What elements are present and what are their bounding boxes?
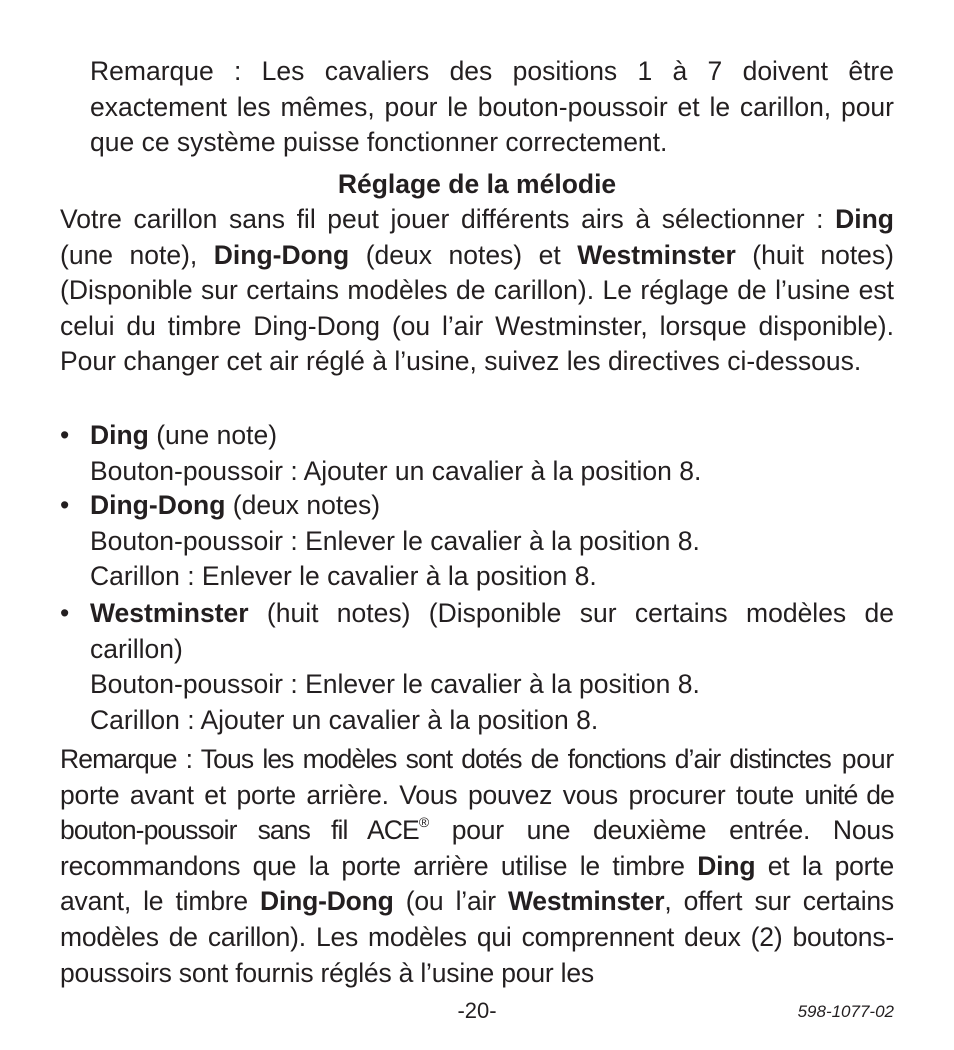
document-code: 598-1077-02 (797, 1002, 894, 1021)
note2-text-a: pour porte avant et porte arrière. Vous pouvez vous procurer toute (60, 744, 894, 810)
bullet-icon: • (60, 598, 70, 628)
note2-line1: Remarque : Tous les modèles sont dotés de fonctions d’air distinctes (60, 744, 831, 774)
intro-westminster: Westminster (577, 239, 736, 270)
registered-mark: ® (418, 814, 429, 831)
intro-paragraph (60, 202, 894, 380)
note2-ding: Ding (697, 850, 756, 881)
note2-dingdong: Ding-Dong (260, 886, 394, 917)
note2-westminster: Westminster (507, 886, 665, 917)
item-name: Westminster (90, 598, 249, 628)
item-instruction: Carillon : Ajouter un cavalier à la position 8. (90, 704, 599, 735)
bullet-icon: • (60, 420, 70, 450)
note2-text-b: pour une deuxième entrée. Nous recommandons que la porte arrière utilise le timbre (60, 815, 894, 881)
note2-text-e: , offert sur certains modèles de carillon). Les modèles qui comprennent deux (2) boutons-poussoirs sont fournis réglés à l’usine pour les (60, 886, 894, 988)
intro-text-d: (huit notes) (Disponible sur certains modèles de carillon). Le réglage de l’usine est celui du timbre Ding-Dong (ou l’air Westminster, lorsque disponible). Pour changer cet air réglé à l’usine, suivez les directives ci-dessous. (60, 239, 894, 377)
list-item-westminster (90, 596, 894, 738)
item-instruction: Bouton-poussoir : Ajouter un cavalier à la position 8. (90, 455, 702, 486)
list-item-ding (90, 418, 894, 489)
item-name: Ding (90, 420, 149, 450)
item-desc: (deux notes) (225, 490, 381, 520)
note2-line3: unité de bouton-poussoir sans fil ACE (60, 779, 894, 846)
list-item-ding-dong (90, 488, 894, 595)
item-instruction: Bouton-poussoir : Enlever le cavalier à la position 8. (90, 669, 700, 700)
item-name: Ding-Dong (90, 490, 226, 520)
intro-text-c: (deux notes) et (349, 239, 578, 270)
item-instruction: Bouton-poussoir : Enlever le cavalier à la position 8. (90, 525, 700, 556)
intro-ding: Ding (835, 204, 894, 234)
item-instruction: Carillon : Enlever le cavalier à la position 8. (90, 561, 597, 592)
section-heading: Réglage de la mélodie (337, 169, 617, 199)
intro-text-a: Votre carillon sans fil peut jouer différents airs à sélectionner : (60, 204, 836, 234)
intro-dingdong: Ding-Dong (213, 239, 350, 270)
note2-text-c: et la porte avant, le timbre (60, 850, 894, 917)
intro-text-b: (une note), (60, 239, 214, 270)
note-jumper-positions: Remarque : Les cavaliers des positions 1 à 7 doivent être exactement les mêmes, pour le bouton-poussoir et le carillon, pour que ce système puisse fonctionner correctement. (90, 56, 894, 158)
page-number: -20- (457, 998, 497, 1023)
note2-text-d: (ou l’air (393, 886, 508, 917)
item-desc: (une note) (148, 420, 278, 450)
bullet-icon: • (60, 490, 70, 520)
note-door-tones (60, 742, 894, 991)
item-desc: (huit notes) (Disponible sur certains modèles de carillon) (90, 598, 894, 664)
